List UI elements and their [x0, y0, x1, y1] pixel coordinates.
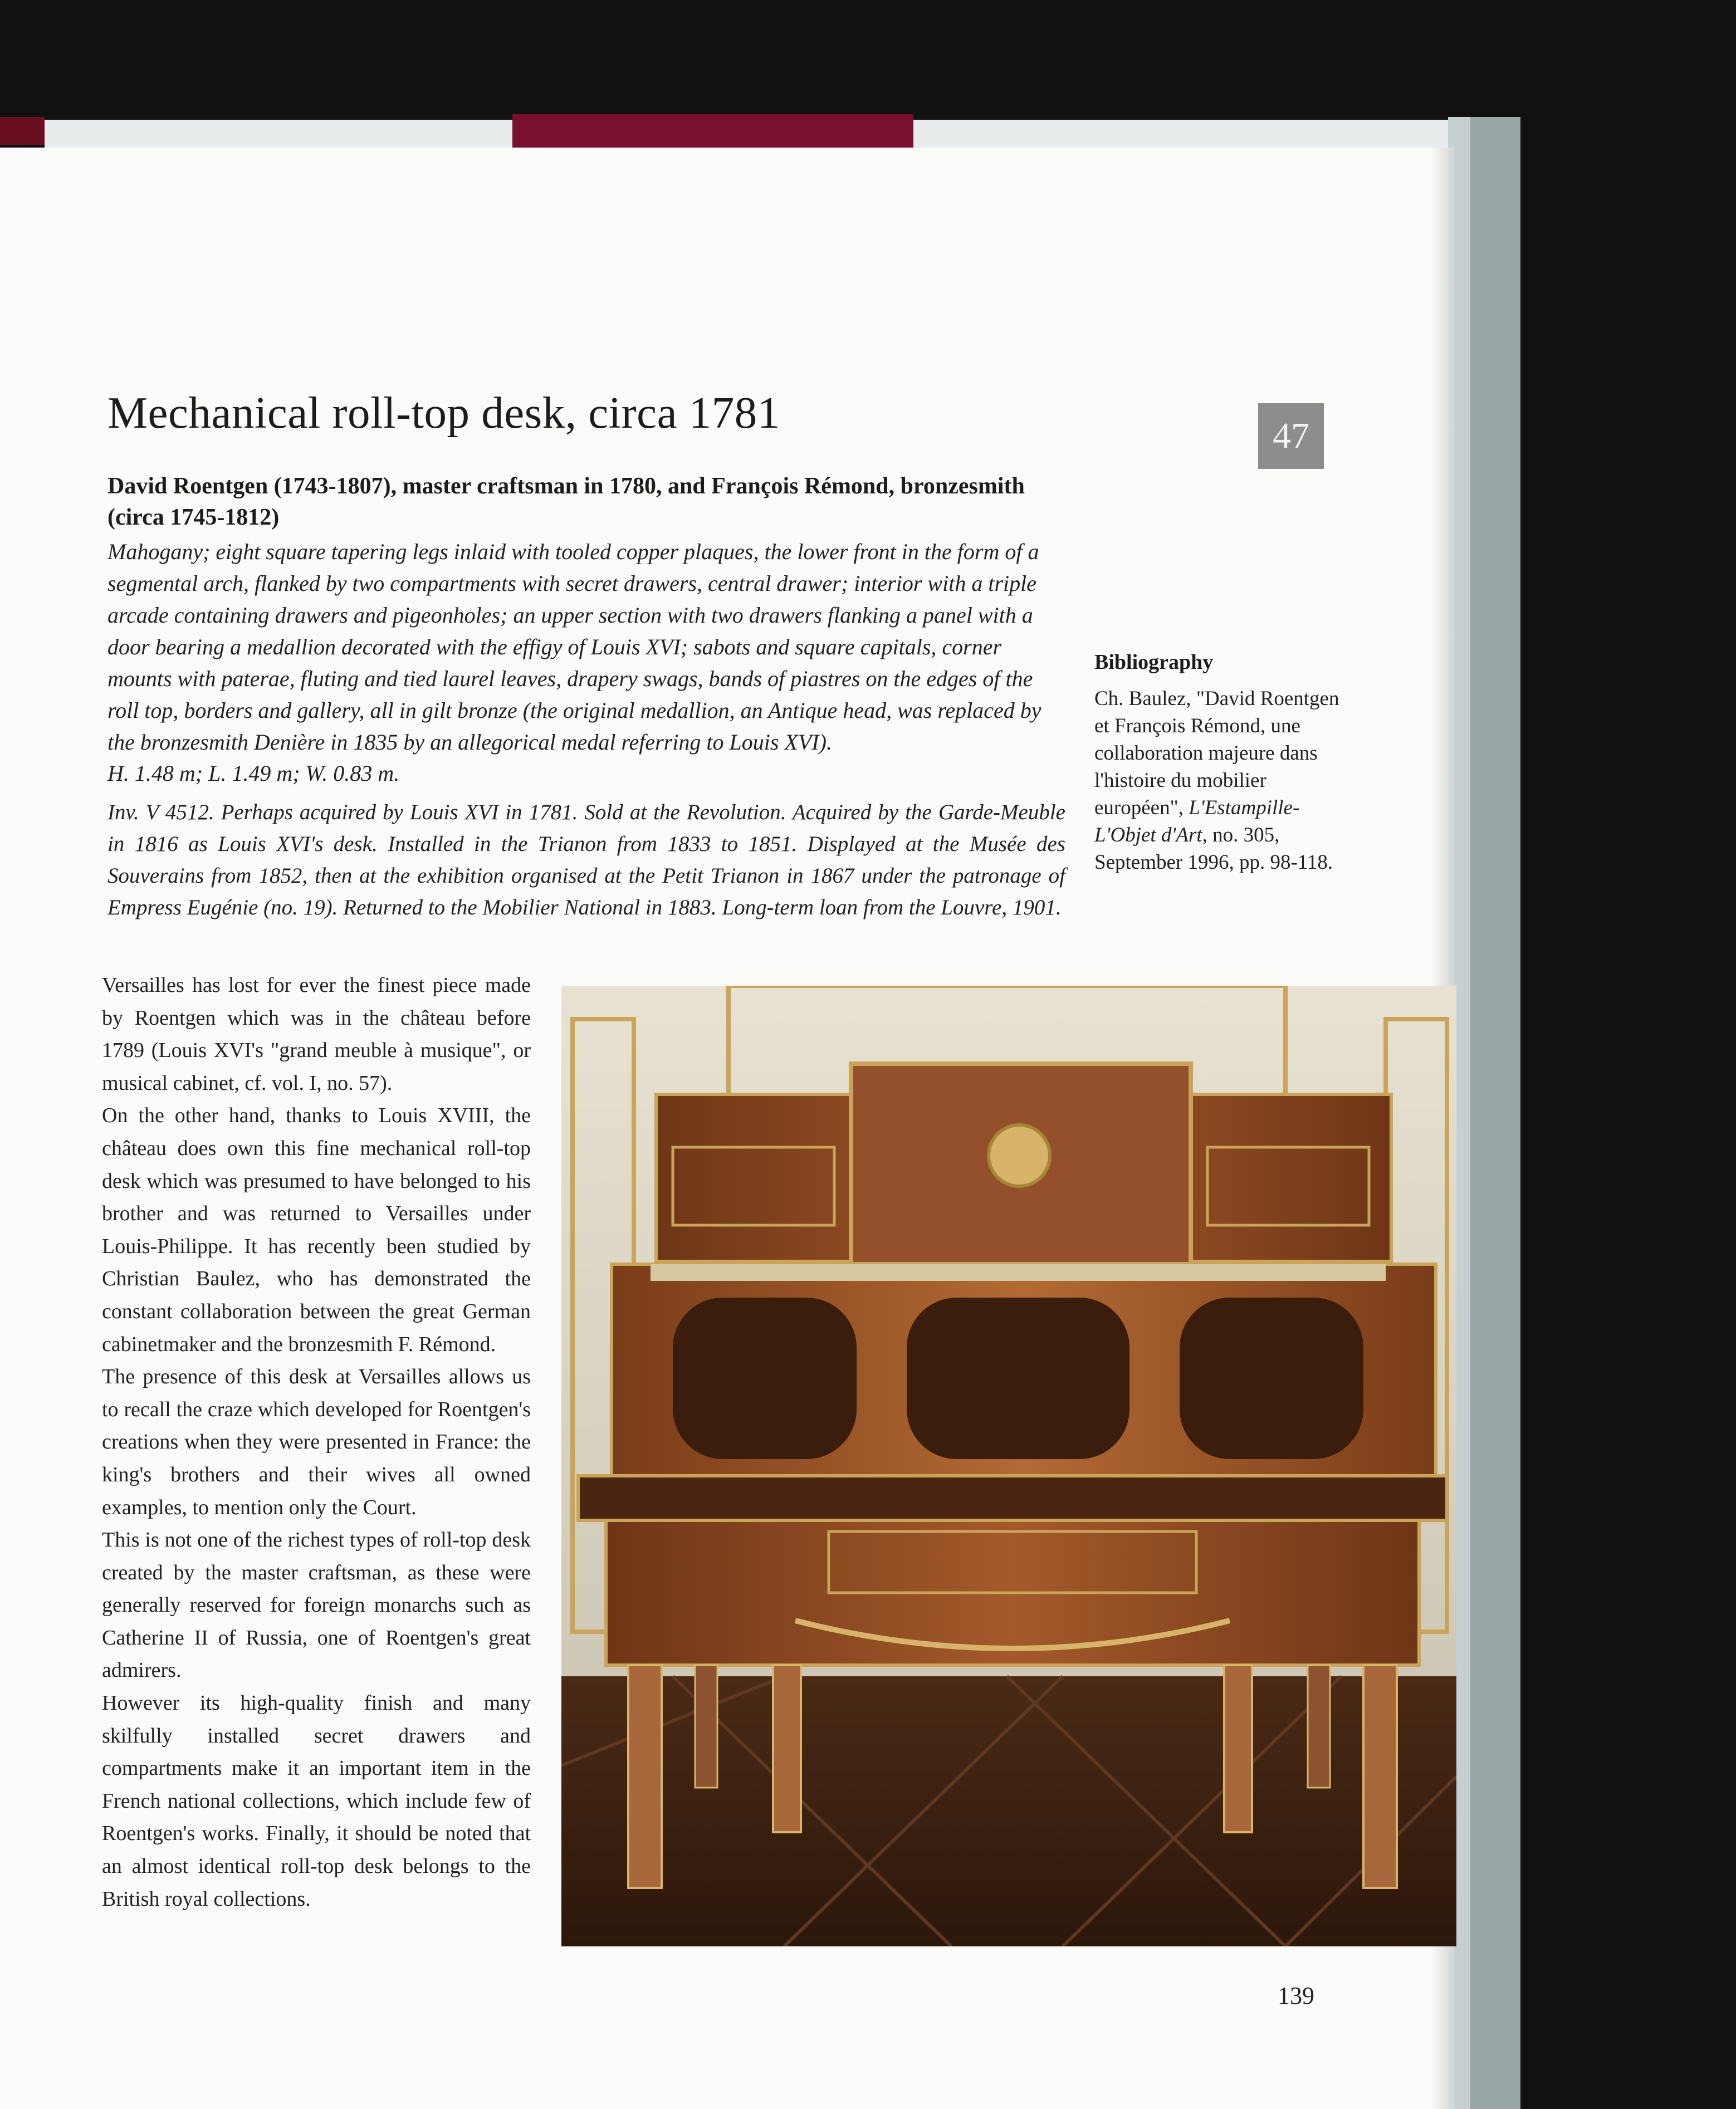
bibliography-text	[1094, 685, 1339, 876]
description: Mahogany; eight square tapering legs inlaid with tooled copper plaques, the lower front in the form of a segmental arch, flanked by two compartments with secret drawers, central drawer; interior with a triple arcade containing drawers and pigeonholes; an upper section with two drawers flanking a panel with a door bearing a medallion decorated with the effigy of Louis XVI; sabots and square capitals, corner mounts with paterae, fluting and tied laurel leaves, drapery swags, bands of piastres on the edges of the roll top, borders and gallery, all in gilt bronze (the original medallion, an Antique head, was replaced by the bronzesmith Denière in 1835 by an allegorical medal referring to Louis XVI).	[107, 539, 1041, 755]
desk-leg	[628, 1665, 662, 1888]
dimensions: H. 1.48 m; L. 1.49 m; W. 0.83 m.	[107, 761, 400, 786]
desk-leg	[1224, 1665, 1252, 1832]
catalogue-number-badge: 47	[1258, 403, 1324, 469]
desk-leg	[773, 1665, 801, 1832]
desk-photograph	[561, 986, 1456, 1946]
bibliography-text-after: , no. 305, September 1996, pp. 98-118.	[1094, 824, 1333, 874]
desk-interior-arch	[907, 1298, 1129, 1459]
body-paragraph: However its high-quality finish and many skilfully installed secret drawers and compartments make it an important item in the French national collections, which include few of Roentgen's works. Finally, it should be noted that an almost identical roll-top desk belongs to the British royal collections.	[102, 1691, 531, 1911]
body-text	[102, 969, 531, 1915]
provenance: Inv. V 4512. Perhaps acquired by Louis XVI in 1781. Sold at the Revolution. Acquired by the Garde-Meuble in 1816 as Louis XVI's desk. Installed in the Trianon from 1833 to 1851. Displayed at the Musée des Souverains from 1852, then at the exhibition organised at the Petit Trianon in 1867 under the patronage of Empress Eugénie (no. 19). Returned to the Mobilier National in 1883. Long-term loan from the Louvre, 1901.	[107, 800, 1065, 919]
desk-medallion	[989, 1125, 1050, 1186]
desk-interior-arch	[1180, 1298, 1363, 1459]
body-paragraph: Versailles has lost for ever the finest piece made by Roentgen which was in the château before 1789 (Louis XVI's "grand meuble à musique", or musical cabinet, cf. vol. I, no. 57).	[102, 973, 531, 1095]
entry-title: Mechanical roll-top desk, circa 1781	[107, 388, 780, 438]
desk-writing-surface	[578, 1476, 1447, 1520]
desk-illustration	[561, 986, 1456, 1946]
desk-interior-arch	[673, 1298, 857, 1459]
bibliography-heading: Bibliography	[1094, 650, 1214, 674]
bibliography-text-before: Ch. Baulez, "David Roentgen et François Rémond, une collaboration majeure dans l'histoire du mobilier européen",	[1094, 687, 1339, 819]
desk-leg	[695, 1665, 717, 1788]
attribution: David Roentgen (1743-1807), master craftsman in 1780, and François Rémond, bronzesmith (circa 1745-1812)	[107, 473, 1025, 530]
body-paragraph: This is not one of the richest types of roll-top desk created by the master craftsman, as these were generally reserved for foreign monarchs such as Catherine II of Russia, one of Roentgen's great admirers.	[102, 1528, 531, 1682]
page-number: 139	[1278, 1982, 1314, 2009]
body-paragraph: On the other hand, thanks to Louis XVIII, the château does own this fine mechanical roll-top desk which was presumed to have belonged to his brother and was returned to Versailles under Louis-Philippe. It has recently been studied by Christian Baulez, who has demonstrated the constant collaboration between the great German cabinetmaker and the bronzesmith F. Rémond.	[102, 1104, 531, 1356]
background-strip	[0, 117, 45, 145]
body-paragraph: The presence of this desk at Versailles allows us to recall the craze which developed for Roentgen's creations when they were presented in France: the king's brothers and their wives all owned examples, to mention only the Court.	[102, 1365, 531, 1519]
desk-leg	[1363, 1665, 1397, 1888]
desk-gallery-band	[651, 1264, 1386, 1281]
bibliography-journal: L'Estampille-L'Objet d'Art	[1094, 796, 1300, 846]
desk-leg	[1308, 1665, 1330, 1788]
ribbon-bookmark	[512, 114, 913, 148]
